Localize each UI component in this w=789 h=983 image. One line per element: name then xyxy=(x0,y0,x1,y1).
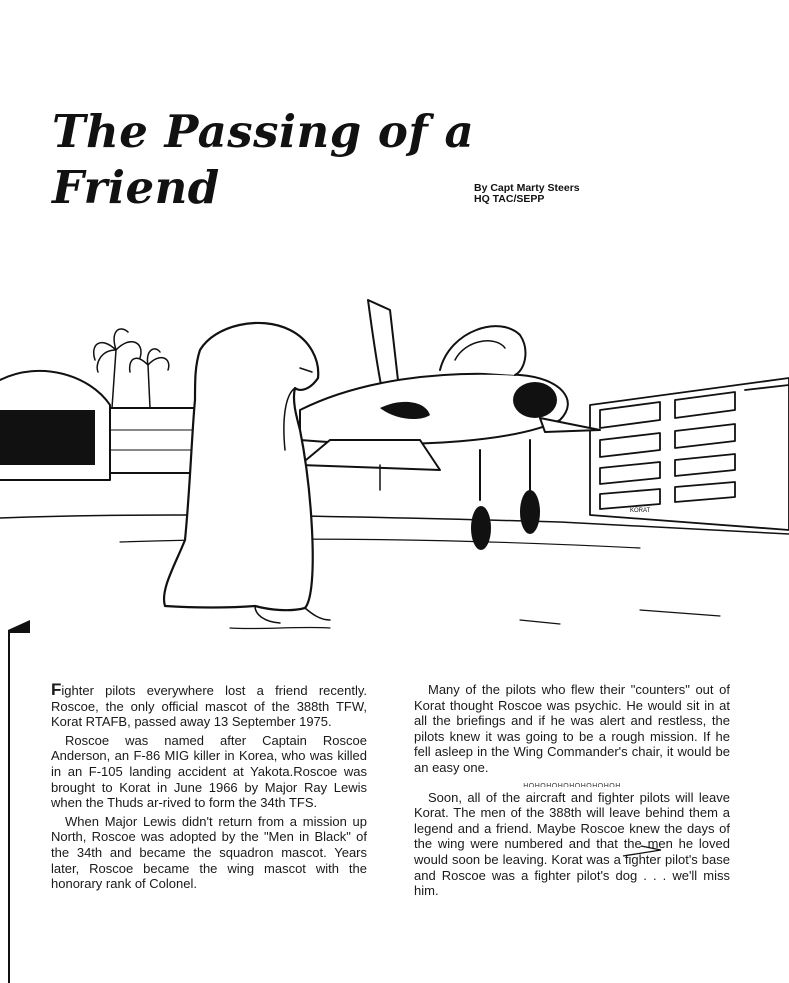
shed xyxy=(110,408,200,473)
jet-aircraft xyxy=(300,300,600,550)
article-title: The Passing of a Friend xyxy=(52,105,475,214)
corner-bracket xyxy=(8,620,30,633)
paragraph-2: Roscoe was named after Captain Roscoe Anderson, an F-86 MIG killer in Korea, who was killed in an F-105 landing accident at Yakota.Roscoe was brought to Korat in June 1966 by Major Ray Lewis when the Thuds ar-rived to form the 34th TFS. xyxy=(51,732,367,811)
byline-office: HQ TAC/SEPP xyxy=(474,193,545,205)
hangar-sign: KORAT xyxy=(630,508,651,514)
hangar-doorway xyxy=(0,410,95,465)
column-right xyxy=(414,682,730,902)
revetment xyxy=(590,378,789,530)
palm-trees xyxy=(94,329,169,408)
column-left xyxy=(51,682,367,895)
byline-author: By Capt Marty Steers xyxy=(474,182,580,194)
paragraph-5: Soon, all of the aircraft and fighter pilots will leave Korat. The men of the 388th will leave behind them a legend and a friend. Maybe Roscoe knew the days of the wing were numbered and that the men he loved would soon be leaving. Korat was a fighter pilot's base and Roscoe was a fighter pilot's dog . . . we'll miss him. xyxy=(414,789,730,899)
paragraph-1 xyxy=(51,682,367,730)
drop-cap: F xyxy=(51,680,62,699)
paragraph-3: When Major Lewis didn't return from a mission up North, Roscoe was adopted by the "Men in Black" of the 34th and became the squadron mascot. Years later, Roscoe became the wing mascot with the honorary rank of Colonel. xyxy=(51,813,367,892)
end-mark-icon xyxy=(621,844,663,858)
byline xyxy=(474,183,580,205)
paragraph-1-text: ighter pilots everywhere lost a friend recently. Roscoe, the only official mascot of the 388th TFW, Korat RTAFB, passed away 13 September 1975. xyxy=(51,683,367,730)
ground-scribble xyxy=(230,610,720,629)
illustration-dog-and-jet xyxy=(0,290,789,650)
margin-rule xyxy=(8,630,10,983)
paragraph-4: Many of the pilots who flew their "counters" out of Korat thought Roscoe was psychic. He would sit in at all the briefings and if he was alert and restless, the pilots knew it was going to be a rough mission. If he fell asleep in the Wing Commander's chair, it would be an easy one. xyxy=(414,682,730,775)
section-divider: HOHOHOHOHOHOHOHOH xyxy=(523,782,621,787)
